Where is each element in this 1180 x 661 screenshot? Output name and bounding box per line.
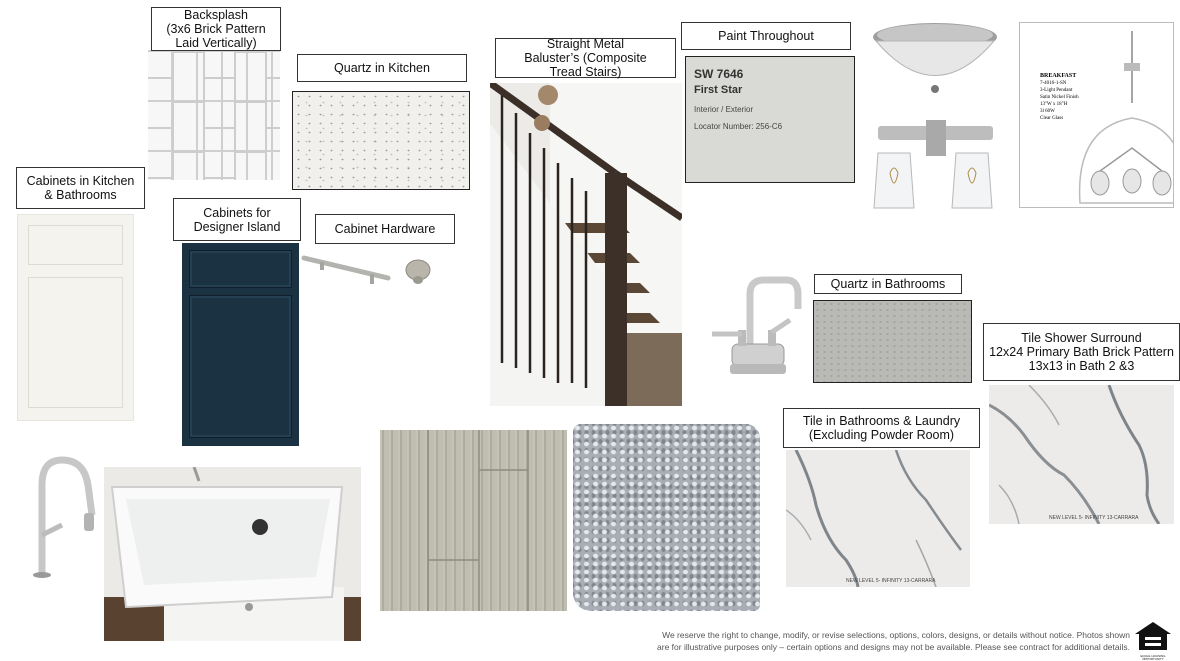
cabinet-hardware-label: Cabinet Hardware [315, 214, 455, 244]
paint-type: Interior / Exterior [694, 105, 754, 114]
quartz-kitchen-swatch [292, 91, 470, 190]
quartz-bathrooms-label: Quartz in Bathrooms [814, 274, 962, 294]
white-cabinet-door [17, 214, 134, 421]
pendant-spec-line: Satin Nickel Finish [1040, 95, 1079, 100]
pendant-light-spec [1019, 22, 1174, 208]
pendant-spec-line: 3-Light Pendant [1040, 88, 1073, 93]
paint-name: First Star [694, 84, 743, 96]
cabinets-kitchen-label: Cabinets in Kitchen & Bathrooms [16, 167, 145, 209]
disclaimer-text: We reserve the right to change, modify, or revise selections, options, colors, designs, or details without notice. Photos shown are for illustrative purposes only – certain options and designs may not be available. Please see contract for additional details. [657, 630, 1130, 652]
kitchen-faucet-image [22, 455, 97, 580]
tile-shower-label: Tile Shower Surround 12x24 Primary Bath Brick Pattern 13x13 in Bath 2 &3 [983, 323, 1180, 381]
tile-bathrooms-label: Tile in Bathrooms & Laundry (Excluding Powder Room) [783, 408, 980, 448]
bathroom-faucet-image [702, 274, 804, 384]
paint-code: SW 7646 [694, 67, 744, 81]
backsplash-tile-image [148, 50, 280, 180]
tile-shower-swatch [989, 385, 1174, 524]
paint-label: Paint Throughout [681, 22, 851, 50]
cabinet-hardware-image [300, 248, 460, 293]
vanity-light-image [868, 118, 1003, 213]
stairs-image [490, 83, 682, 406]
pendant-spec-line: 7-4016-1-SN [1040, 81, 1067, 86]
backsplash-label: Backsplash (3x6 Brick Pattern Laid Vertically) [151, 7, 281, 51]
quartz-kitchen-label: Quartz in Kitchen [297, 54, 467, 82]
kitchen-sink-image [104, 467, 361, 641]
carpet-swatch [573, 424, 760, 611]
navy-cabinet-door [182, 243, 299, 446]
stairs-label: Straight Metal Baluster’s (Composite Tread Stairs) [495, 38, 676, 78]
equal-housing-logo [1133, 620, 1173, 661]
pendant-spec-line: 3l 60W [1040, 109, 1055, 114]
pendant-spec-line: 13"W x 18"H [1040, 102, 1068, 107]
paint-swatch [685, 56, 855, 183]
pendant-spec-line: Clear Glass [1040, 116, 1064, 121]
wood-flooring-swatch [380, 430, 567, 611]
pendant-spec-title: BREAKFAST [1040, 73, 1077, 79]
equal-housing-logo-text: EQUAL HOUSING OPPORTUNITY [1140, 654, 1166, 661]
tile-shower-caption: NEW LEVEL 5- INFINITY 13-CARRARA [1049, 515, 1139, 521]
tile-bathrooms-caption: NEW LEVEL 5- INFINITY 13-CARRARA [846, 578, 936, 584]
quartz-bathrooms-swatch [813, 300, 972, 383]
cabinets-island-label: Cabinets for Designer Island [173, 198, 301, 241]
flush-mount-light-image [868, 15, 1003, 100]
tile-bathrooms-swatch [786, 450, 970, 587]
paint-locator: Locator Number: 256-C6 [694, 122, 783, 131]
